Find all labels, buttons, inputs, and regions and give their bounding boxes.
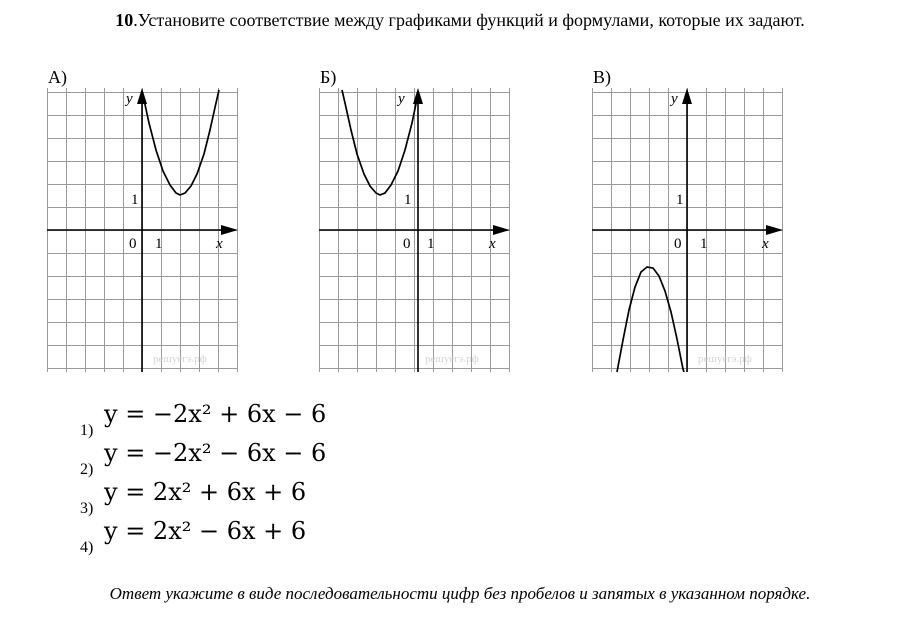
x-axis-label: x — [762, 236, 769, 252]
x-axis-arrow — [221, 225, 238, 235]
y-axis-arrow — [137, 88, 147, 104]
x-unit-label: 1 — [700, 236, 708, 252]
task-text: .Установите соответствие между графиками функций и формулами, которые их задают. — [133, 10, 805, 30]
graph-label-b: Б) — [320, 67, 337, 87]
option-number: 3) — [80, 500, 94, 517]
option-number: 4) — [80, 539, 94, 556]
x-axis-arrow — [766, 225, 783, 235]
task-title — [0, 10, 920, 31]
answer-instruction: Ответ укажите в виде последовательности цифр без пробелов и запятых в указанном порядке. — [109, 584, 811, 603]
graph-c — [592, 88, 783, 372]
task-number: 10 — [115, 10, 134, 30]
option-formula: y = −2x² − 6x − 6 — [104, 439, 327, 467]
origin-label: 0 — [674, 236, 682, 252]
graph-label-c: В) — [593, 67, 611, 87]
x-unit-label: 1 — [427, 236, 435, 252]
y-axis-label: y — [671, 91, 678, 107]
axes — [319, 94, 505, 372]
y-unit-label: 1 — [404, 192, 412, 208]
x-axis-label: x — [489, 236, 496, 252]
watermark: решуегэ.рф — [425, 353, 479, 365]
option-number: 2) — [80, 461, 94, 478]
y-unit-label: 1 — [131, 192, 139, 208]
option-formula: y = 2x² − 6x + 6 — [104, 517, 307, 545]
origin-label: 0 — [129, 236, 137, 252]
graph-a — [47, 88, 238, 372]
x-axis-label: x — [216, 236, 223, 252]
x-axis-arrow — [493, 225, 510, 235]
watermark: решуегэ.рф — [698, 353, 752, 365]
y-axis-arrow — [682, 88, 692, 104]
x-unit-label: 1 — [155, 236, 163, 252]
origin-label: 0 — [403, 236, 411, 252]
option-formula: y = −2x² + 6x − 6 — [104, 400, 327, 428]
y-unit-label: 1 — [676, 192, 684, 208]
graph-label-a: А) — [48, 67, 67, 87]
watermark: решуегэ.рф — [153, 353, 207, 365]
option-number: 1) — [80, 422, 94, 439]
graph-b — [319, 88, 510, 372]
y-axis-label: y — [398, 91, 405, 107]
axes — [47, 94, 233, 372]
parabola — [342, 90, 418, 195]
option-formula: y = 2x² + 6x + 6 — [104, 478, 307, 506]
axes — [592, 94, 778, 372]
y-axis-label: y — [126, 91, 133, 107]
parabola — [617, 267, 684, 372]
